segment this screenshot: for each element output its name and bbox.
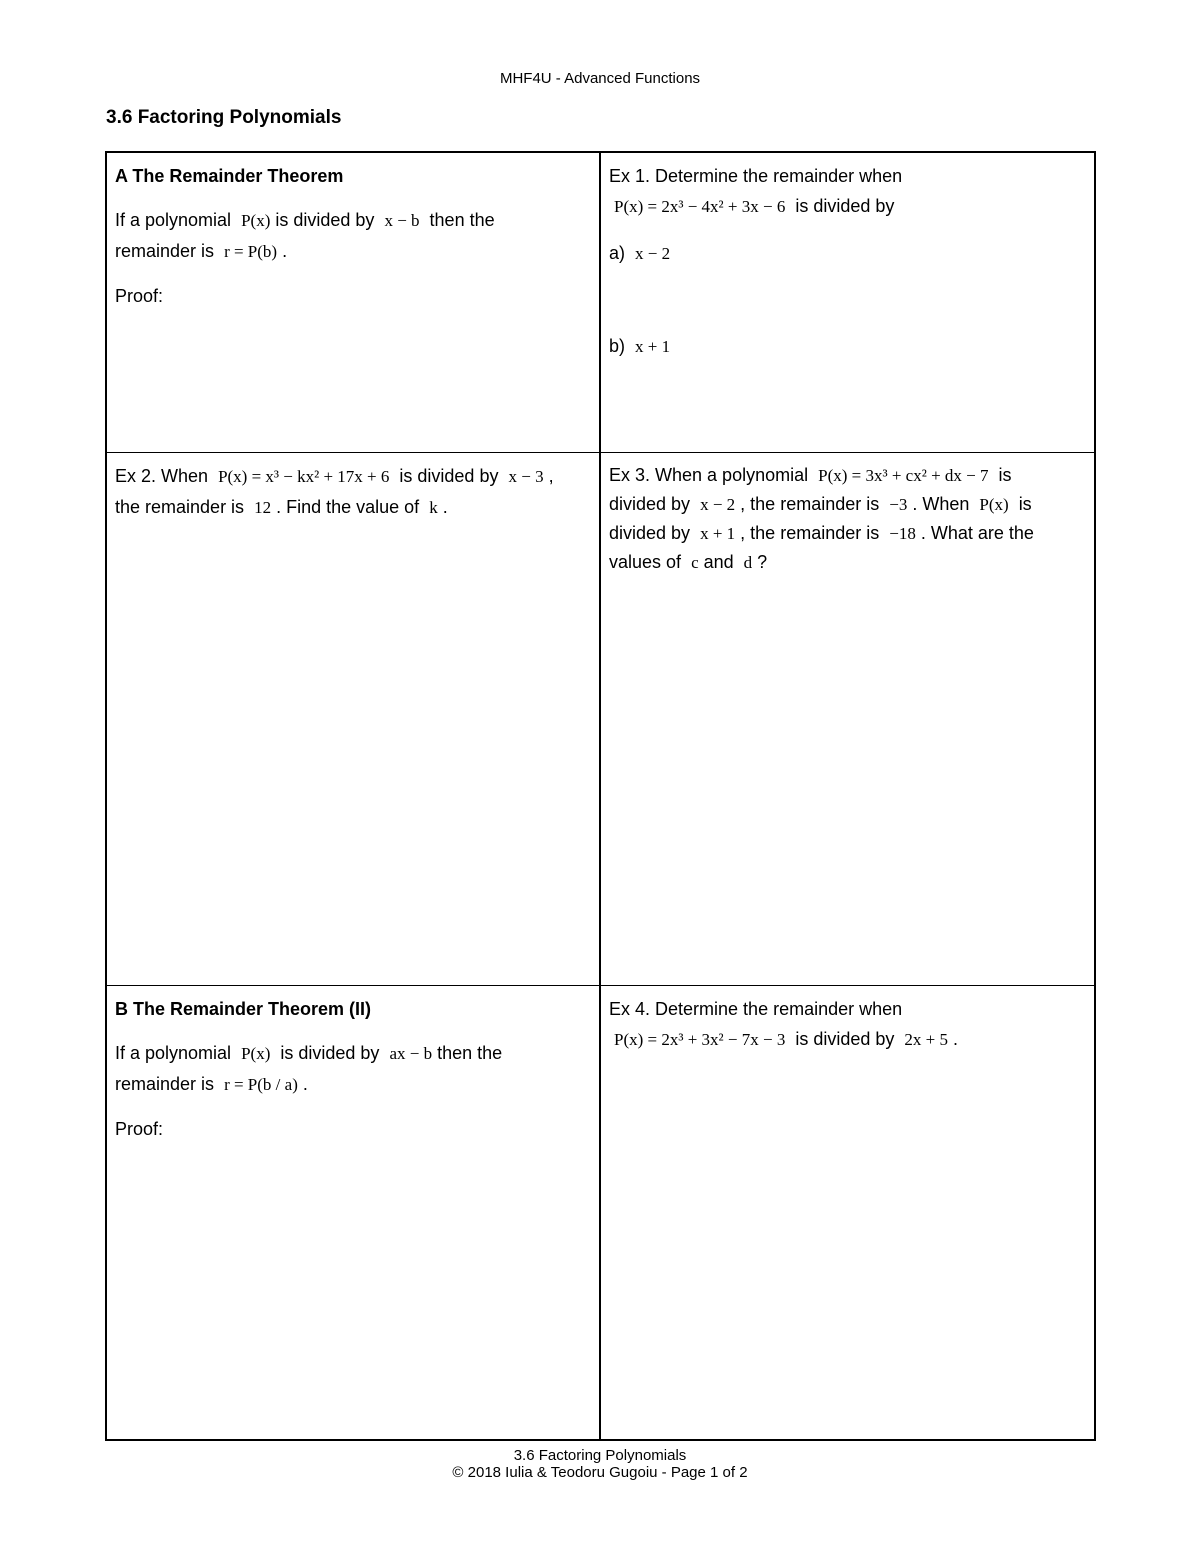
part-label: a) [609, 243, 626, 263]
section-a-statement-line2 [115, 236, 591, 267]
math-expression: P(x) = 3x³ + cx² + dx − 7 [818, 466, 989, 485]
part-label: b) [609, 336, 626, 356]
text: . [302, 1074, 308, 1094]
math-expression: 12 [254, 498, 272, 517]
page-title: 3.6 Factoring Polynomials [106, 107, 342, 128]
example-3-cell [601, 453, 1094, 986]
example-1-part-b [609, 331, 1086, 362]
text: divided by [609, 523, 691, 543]
example-3-line4 [609, 548, 1086, 577]
section-b-statement-line1 [115, 1038, 591, 1069]
example-3-line3 [609, 519, 1086, 548]
text: . [442, 497, 448, 517]
text: Ex 3. When a polynomial [609, 465, 809, 485]
math-expression: P(x) [241, 211, 271, 230]
text: Ex 2. When [115, 466, 209, 486]
math-expression: c [691, 553, 699, 572]
math-expression: −3 [889, 495, 908, 514]
text: . Find the value of [276, 497, 420, 517]
math-expression: P(x) = 2x³ − 4x² + 3x − 6 [614, 197, 786, 216]
page-footer [0, 1447, 1200, 1481]
math-expression: x − 3 [508, 467, 544, 486]
proof-label: Proof: [115, 1119, 164, 1139]
math-expression: x − 2 [635, 244, 671, 263]
text: , the remainder is [740, 494, 880, 514]
example-2-line1 [115, 461, 591, 492]
section-a-heading: A The Remainder Theorem [115, 166, 344, 186]
example-2-line2 [115, 492, 591, 523]
text: the remainder is [115, 497, 245, 517]
math-expression: x − 2 [700, 495, 736, 514]
example-4-polynomial-line [609, 1024, 1086, 1055]
math-expression: ax − b [389, 1044, 433, 1063]
footer-title: 3.6 Factoring Polynomials [513, 1447, 687, 1464]
math-expression: r = P(b) [224, 242, 278, 261]
math-expression: −18 [889, 524, 916, 543]
text: . When [912, 494, 970, 514]
text: If a polynomial [115, 1043, 232, 1063]
text: , the remainder is [740, 523, 880, 543]
text: , [548, 466, 554, 486]
text: . [953, 1029, 959, 1049]
text: is [998, 465, 1012, 485]
text: . [282, 241, 288, 261]
math-expression: x + 1 [700, 524, 736, 543]
section-b-heading: B The Remainder Theorem (II) [115, 999, 372, 1019]
text: and [703, 552, 734, 572]
text: is divided by [399, 466, 499, 486]
example-3-line1 [609, 461, 1086, 490]
math-expression: x − b [384, 211, 420, 230]
example-4-intro: Ex 4. Determine the remainder when [609, 999, 903, 1019]
math-expression: k [429, 498, 438, 517]
example-1-intro: Ex 1. Determine the remainder when [609, 166, 903, 186]
math-expression: P(x) = x³ − kx² + 17x + 6 [218, 467, 390, 486]
proof-label: Proof: [115, 286, 164, 306]
example-1-cell [601, 153, 1094, 453]
math-expression: d [743, 553, 753, 572]
worksheet-grid [105, 151, 1096, 1441]
section-a-statement-line1 [115, 205, 591, 236]
math-expression: r = P(b / a) [224, 1075, 298, 1094]
text: is divided by [280, 1043, 380, 1063]
math-expression: x + 1 [635, 337, 671, 356]
math-expression: P(x) [979, 495, 1009, 514]
math-expression: 2x + 5 [904, 1030, 949, 1049]
text: is divided by [795, 196, 895, 216]
text: . What are the [920, 523, 1034, 543]
text: then the [437, 1043, 503, 1063]
footer-copyright: © 2018 Iulia & Teodoru Gugoiu - Page 1 of 2 [452, 1464, 748, 1481]
text: is divided by [795, 1029, 895, 1049]
example-1-part-a [609, 238, 1086, 269]
math-expression: P(x) [241, 1044, 271, 1063]
math-expression: P(x) = 2x³ + 3x² − 7x − 3 [614, 1030, 786, 1049]
remainder-theorem-ii-cell [107, 986, 601, 1439]
example-1-polynomial-line [609, 191, 1086, 222]
text: is [1018, 494, 1032, 514]
section-b-statement-line2 [115, 1069, 591, 1100]
text: is divided by [275, 210, 375, 230]
example-3-line2 [609, 490, 1086, 519]
example-2-cell [107, 453, 601, 986]
page-header: MHF4U - Advanced Functions [499, 70, 701, 87]
text: remainder is [115, 1074, 215, 1094]
text: values of [609, 552, 682, 572]
remainder-theorem-cell [107, 153, 601, 453]
text: then the [429, 210, 495, 230]
example-4-cell [601, 986, 1094, 1439]
text: If a polynomial [115, 210, 232, 230]
text: divided by [609, 494, 691, 514]
text: remainder is [115, 241, 215, 261]
text: ? [757, 552, 768, 572]
